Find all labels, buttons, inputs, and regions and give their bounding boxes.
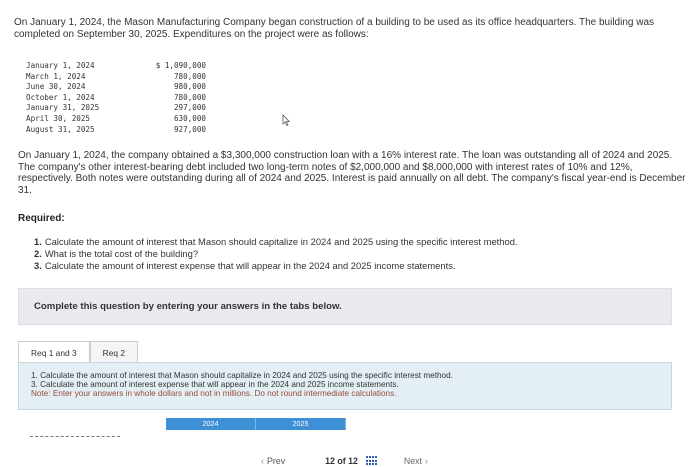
tab-panel [18, 362, 672, 410]
expenditure-amount: 980,000 [173, 82, 206, 92]
mouse-cursor-icon [282, 114, 290, 126]
required-heading: Required: [18, 213, 65, 224]
requirement-number: 2. [34, 247, 42, 259]
expenditure-row [26, 114, 206, 125]
prev-button[interactable] [258, 456, 285, 466]
requirement-text: What is the total cost of the building? [44, 247, 199, 259]
grid-icon[interactable] [366, 456, 378, 466]
requirement-item [34, 248, 674, 260]
expenditure-date: January 31, 2025 [26, 103, 100, 113]
expenditure-row [26, 103, 206, 114]
answer-tabs [18, 341, 138, 363]
expenditure-amount: $ 1,090,000 [155, 61, 206, 70]
expenditure-row [26, 72, 206, 83]
dotted-line [30, 436, 120, 437]
tab-req-2[interactable]: Req 2 [90, 341, 138, 363]
next-label: Next [403, 456, 422, 466]
requirement-number: 3. [34, 259, 42, 271]
requirement-number: 1. [34, 236, 42, 247]
expenditure-row [26, 82, 206, 93]
tab-req-1-and-3[interactable]: Req 1 and 3 [18, 341, 90, 363]
year-header-2025: 2025 [256, 418, 346, 430]
requirement-item [34, 236, 674, 248]
year-header-row [166, 418, 346, 430]
expenditure-date: August 31, 2025 [26, 124, 95, 134]
expenditure-row [26, 125, 206, 136]
expenditure-amount: 780,000 [173, 71, 206, 81]
page-indicator: 12 of 12 [325, 456, 358, 466]
instruction-text: Complete this question by entering your answers in the tabs below. [34, 301, 342, 312]
prev-label: Prev [267, 456, 286, 466]
chevron-right-icon: › [424, 456, 428, 466]
panel-line-1: 1. Calculate the amount of interest that Mason should capitalize in 2024 and 2025 using the specific interest method. [31, 371, 453, 380]
expenditure-date: March 1, 2024 [26, 71, 86, 81]
expenditure-date: June 30, 2024 [26, 82, 86, 92]
expenditure-amount: 630,000 [173, 113, 206, 123]
year-header-2024: 2024 [166, 418, 256, 430]
chevron-left-icon: ‹ [261, 456, 264, 466]
requirements-list [34, 236, 674, 271]
pagination [250, 454, 431, 467]
requirement-text: Calculate the amount of interest that Mason should capitalize in 2024 and 2025 using the specific interest method. [44, 236, 518, 247]
panel-line-2: 3. Calculate the amount of interest expense that will appear in the 2024 and 2025 income statements. [31, 380, 399, 390]
problem-intro: On January 1, 2024, the Mason Manufacturing Company began construction of a building to be used as its office headquarters. The building was completed on September 30, 2025. Expenditures on the project were as follows: [14, 17, 655, 40]
next-button[interactable] [404, 456, 431, 466]
panel-note: Note: Enter your answers in whole dollars and not in millions. Do not round intermediate calculations. [31, 389, 397, 399]
expenditure-row [26, 93, 206, 104]
expenditure-amount: 927,000 [173, 124, 206, 134]
expenditure-amount: 780,000 [173, 92, 206, 102]
answer-table [26, 418, 346, 448]
expenditure-row [26, 61, 206, 72]
loan-description: On January 1, 2024, the company obtained a $3,300,000 construction loan with a 16% interest rate. The loan was outstanding all of 2024 and 2025. The company's other interest-bearing debt included two long-term notes of $2,000,000 and $8,000,000 with interest rates of 10% and 12%, respectively. Both notes were outstanding during all of 2024 and 2025. Interest is paid annually on all debt. The company's fiscal year-end is December 31. [18, 150, 686, 196]
expenditure-date: April 30, 2025 [26, 113, 91, 123]
requirement-item [34, 260, 674, 272]
expenditure-date: October 1, 2024 [26, 92, 95, 102]
expenditure-table [26, 61, 206, 135]
requirement-text: Calculate the amount of interest expense that will appear in the 2024 and 2025 income statements. [44, 259, 456, 271]
instruction-banner [18, 288, 672, 325]
expenditure-date: January 1, 2024 [26, 61, 95, 70]
expenditure-amount: 297,000 [173, 103, 206, 113]
